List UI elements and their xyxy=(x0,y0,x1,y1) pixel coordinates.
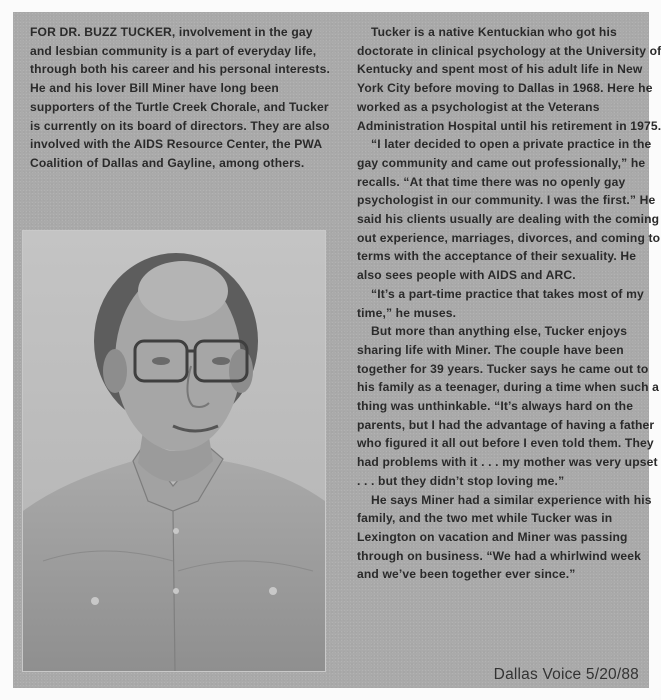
left-column xyxy=(30,23,335,173)
body-paragraph: But more than anything else, Tucker enjoys sharing life with Miner. The couple have been together for 39 years. Tucker says he came out to his family as a teenager, during a time when such a thing was unthinkable. “It’s always hard on the parents, but I had the advantage of having a father who figured it all out before I even told them. They had problems with it . . . my mother was very upset . . . but they didn’t stop loving me.” xyxy=(357,324,660,488)
source-credit: Dallas Voice 5/20/88 xyxy=(493,666,639,683)
portrait-illustration xyxy=(23,231,325,671)
newspaper-clipping xyxy=(13,12,661,688)
right-column-wrapper xyxy=(343,12,661,688)
right-column xyxy=(357,23,661,584)
body-paragraph: Tucker is a native Kentuckian who got his doctorate in clinical psychology at the University of Kentucky and spent most of his adult life in New York City before moving to Dallas in 1968. Here he worked as a psychologist at the Veterans Administration Hospital until his retirement in 1975. xyxy=(357,25,661,133)
body-paragraph: “I later decided to open a private practice in the gay community and came out professionally,” he recalls. “At that time there was no openly gay psychologist in our community. I was the first.” He said his clients usually are dealing with the coming out experience, marriages, divorces, and coming to terms with the acceptance of their sexuality. He also sees people with AIDS and ARC. xyxy=(357,137,661,283)
intro-paragraph: FOR DR. BUZZ TUCKER, involvement in the gay and lesbian community is a part of everyday life, through both his career and his personal interests. He and his lover Bill Miner have long been supporters of the Turtle Creek Chorale, and Tucker is currently on its board of directors. They are also involved with the AIDS Resource Center, the PWA Coalition of Dallas and Gayline, among others. xyxy=(30,25,330,170)
portrait-photo xyxy=(22,230,326,672)
body-paragraph: “It’s a part-time practice that takes most of my time,” he muses. xyxy=(357,286,644,320)
body-paragraph: He says Miner had a similar experience with his family, and the two met while Tucker was in Lexington on vacation and Miner was passing through on business. “We had a whirlwind week and we’ve been together ever since.” xyxy=(357,492,652,582)
